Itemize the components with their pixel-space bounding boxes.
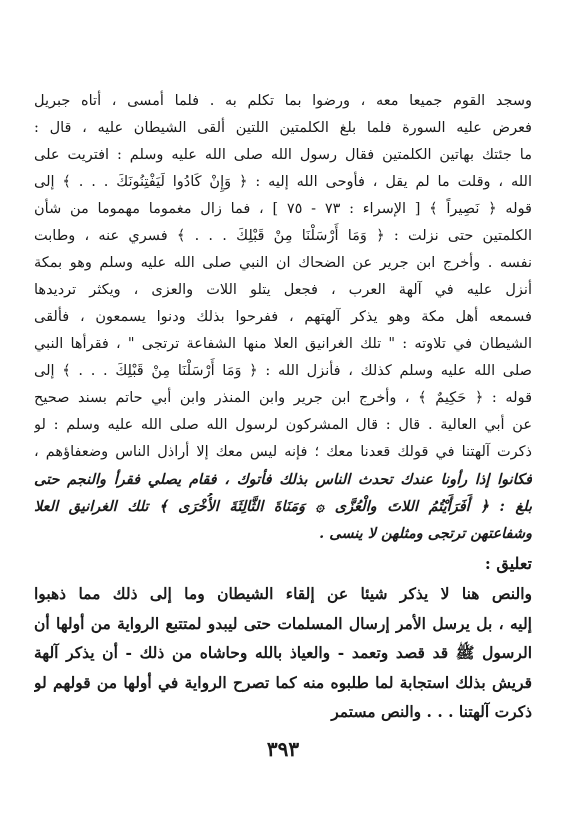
quoted-line: وشفاعتهن ترتجى ومثلهن لا ينسى . xyxy=(319,525,532,542)
body-paragraph xyxy=(34,88,532,466)
commentary-heading: تعليق : xyxy=(484,554,532,573)
commentary-line: الرسول ﷺ قد قصد وتعمد - والعياذ بالله وحاشاه من ذلك - أن يذكر آلهة xyxy=(34,643,532,662)
body-line: ذكرت آلهتنا في قولك قعدنا معك ؛ فإنه ليس معك إلا أراذل الناس وضعفاؤهم ، xyxy=(34,444,532,460)
page-number: ٣٩٣ xyxy=(266,737,300,761)
body-line: الشيطان في تلاوته : " تلك الغرانيق العلا منها الشفاعة ترتجى " ، فقرأها النبي xyxy=(34,336,532,352)
quoted-line: بلغ : ﴿ أَفَرَأَيْتُمُ اللاتَ والْعُزَّى ۞ وَمَنَاةَ الثَّالِثَةَ الأُخْرَى ﴾ تلك الغرانيق العلا xyxy=(34,498,532,515)
commentary-line: قريش بذلك استجابة لما طلبوه منه كما تصرح الرواية في أولها من قولهم لو xyxy=(34,672,532,692)
commentary-line: ذكرت آلهتنا . . . والنص مستمر xyxy=(331,702,532,721)
commentary-line: والنص هنا لا يذكر شيئا عن إلقاء الشيطان وما إلى ذلك مما ذهبوا xyxy=(34,584,532,603)
commentary-line: إليه ، بل يرسل الأمر إرسال المسلمات حتى ليبدو لمتتبع الرواية من أولها أن xyxy=(34,613,532,633)
body-line: الكلمتين حتى نزلت : ﴿ وَمَا أَرْسَلْنَا مِنْ قَبْلِكَ . . . ﴾ فسري عنه ، وطابت xyxy=(34,228,532,244)
quoted-passage xyxy=(34,466,532,547)
body-line: ما جئتك بهاتين الكلمتين فقال رسول الله صلى الله عليه وسلم : افتريت على xyxy=(34,147,532,163)
page-text xyxy=(34,88,532,788)
quoted-line: فكانوا إذا رأونا عندك تحدث الناس بذلك فأتوك ، فقام يصلي فقرأ والنجم حتى xyxy=(34,471,532,488)
body-line: الله ، وقلت ما لم يقل ، فأوحى الله إليه : ﴿ وَإِنْ كَادُوا لَيَفْتِنُونَكَ . . . ﴾ إلى xyxy=(34,174,532,190)
body-line: قوله : ﴿ حَكِيمٌ ﴾ ، وأخرج ابن جرير وابن المنذر وابن أبي حاتم بسند صحيح xyxy=(34,390,532,406)
body-line: قوله ﴿ نَصِيراً ﴾ [ الإسراء : ٧٣ - ٧٥ ] ، فما زال مغموما مهموما من شأن xyxy=(34,201,532,217)
body-line: فعرض عليه السورة فلما بلغ الكلمتين اللتين ألقى الشيطان عليه ، قال : xyxy=(34,120,532,136)
commentary-paragraph xyxy=(34,579,532,727)
body-line: فسمعه أهل مكة وهو يذكر آلهتهم ، ففرحوا بذلك ودنوا يسمعون ، فألقى xyxy=(34,309,532,325)
body-line: نفسه . وأخرج ابن جرير عن الضحاك ان النبي صلى الله عليه وسلم وهو بمكة xyxy=(34,255,532,271)
body-line: وسجد القوم جميعا معه ، ورضوا بما تكلم به . فلما أمسى ، أتاه جبريل xyxy=(34,93,532,109)
body-line: عن أبي العالية . قال : قال المشركون لرسول الله صلى الله عليه وسلم : لو xyxy=(34,417,532,433)
body-line: أنزل عليه في آلهة العرب ، فجعل يتلو اللات والعزى ، ويكثر ترديدها xyxy=(34,282,532,298)
body-line: صلى الله عليه وسلم كذلك ، فأنزل الله : ﴿ وَمَا أَرْسَلْنَا مِنْ قَبْلِكَ . . . ﴾ إلى xyxy=(34,363,532,379)
